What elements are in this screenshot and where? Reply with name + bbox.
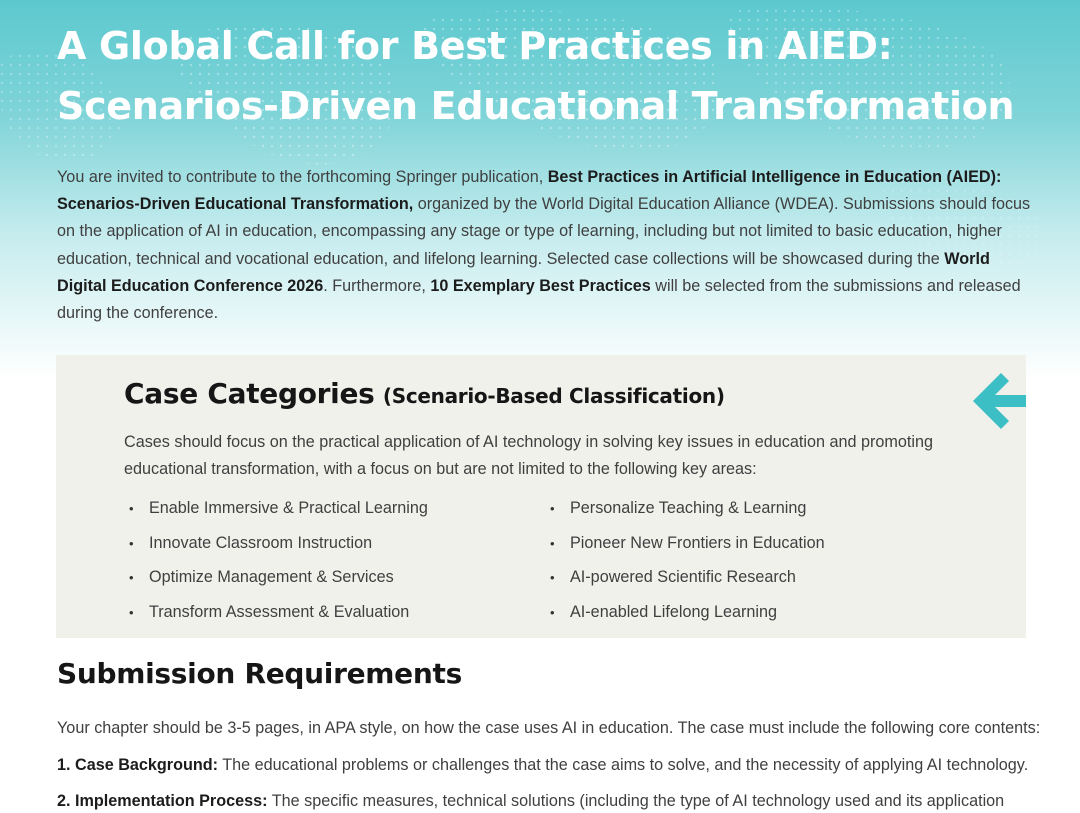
requirement-item xyxy=(57,753,1067,777)
intro-text-4: will be selected from the submissions and released during the conference. xyxy=(57,276,1021,323)
category-list-right xyxy=(550,493,825,631)
bullet-icon: • xyxy=(550,535,555,551)
requirement-text: The educational problems or challenges that the case aims to solve, and the necessity of applying AI technology. xyxy=(218,756,1029,774)
arrow-left-icon xyxy=(971,370,1027,432)
requirement-text: The specific measures, technical solutions (including the type of AI technology used and its application xyxy=(267,792,1005,810)
list-item xyxy=(550,493,825,528)
category-label: AI-enabled Lifelong Learning xyxy=(570,602,777,621)
list-item xyxy=(129,493,428,528)
list-item xyxy=(129,562,428,597)
bullet-icon: • xyxy=(129,570,134,585)
category-label: Innovate Classroom Instruction xyxy=(149,533,373,552)
submission-requirements-intro: Your chapter should be 3-5 pages, in APA style, on how the case uses AI in education. The case must include the following core contents: xyxy=(57,719,1041,737)
page-title xyxy=(57,16,1057,136)
case-categories-heading xyxy=(124,377,725,410)
bullet-icon: • xyxy=(550,604,555,620)
conference-name: World Digital Education Conference 2026 xyxy=(57,249,990,295)
bullet-icon: • xyxy=(129,535,134,551)
list-item xyxy=(129,528,428,563)
category-list-left xyxy=(129,493,428,631)
requirement-label: 1. Case Background: xyxy=(57,756,219,774)
intro-paragraph xyxy=(57,164,1032,327)
list-item xyxy=(550,528,825,563)
category-label: Optimize Management & Services xyxy=(149,568,394,586)
category-label: Transform Assessment & Evaluation xyxy=(149,602,410,621)
requirement-item xyxy=(57,789,1067,813)
intro-text-2: organized by the World Digital Education Alliance (WDEA). Submissions should focus on the application of AI in education, encompassing any stage or type of learning, including but not limited to basic education, higher education, technical and vocational education, and lifelong learning. Selected case collections will be showcased during the xyxy=(57,195,1031,268)
list-item xyxy=(129,597,428,632)
list-item xyxy=(550,597,825,632)
bullet-icon: • xyxy=(550,570,555,585)
submission-requirements-heading: Submission Requirements xyxy=(57,657,462,690)
list-item xyxy=(550,562,825,597)
category-label: Personalize Teaching & Learning xyxy=(570,499,807,517)
bullet-icon: • xyxy=(129,604,134,620)
category-label: AI-powered Scientific Research xyxy=(570,568,796,586)
publication-title: Best Practices in Artificial Intelligence in Education (AIED): Scenarios-Driven Educational Transformation, xyxy=(57,168,1002,214)
bullet-icon: • xyxy=(550,501,555,516)
category-label: Pioneer New Frontiers in Education xyxy=(570,533,825,552)
case-categories-description: Cases should focus on the practical application of AI technology in solving key issues in education and promoting educational transformation, with a focus on but are not limited to the following key areas: xyxy=(124,433,933,479)
page-title-line-1: A Global Call for Best Practices in AIED: xyxy=(57,24,893,68)
requirement-label: 2. Implementation Process: xyxy=(57,792,268,810)
bullet-icon: • xyxy=(129,501,134,516)
case-categories-title: Case Categories xyxy=(124,377,375,410)
case-categories-section xyxy=(56,355,1026,638)
intro-text-1: You are invited to contribute to the forthcoming Springer publication, xyxy=(57,168,548,186)
page-title-line-2: Scenarios-Driven Educational Transformation xyxy=(57,84,1015,128)
category-label: Enable Immersive & Practical Learning xyxy=(149,499,428,517)
exemplary-practices: 10 Exemplary Best Practices xyxy=(430,276,651,295)
case-categories-subtitle: (Scenario-Based Classification) xyxy=(382,384,725,408)
intro-text-3: . Furthermore, xyxy=(323,276,431,295)
